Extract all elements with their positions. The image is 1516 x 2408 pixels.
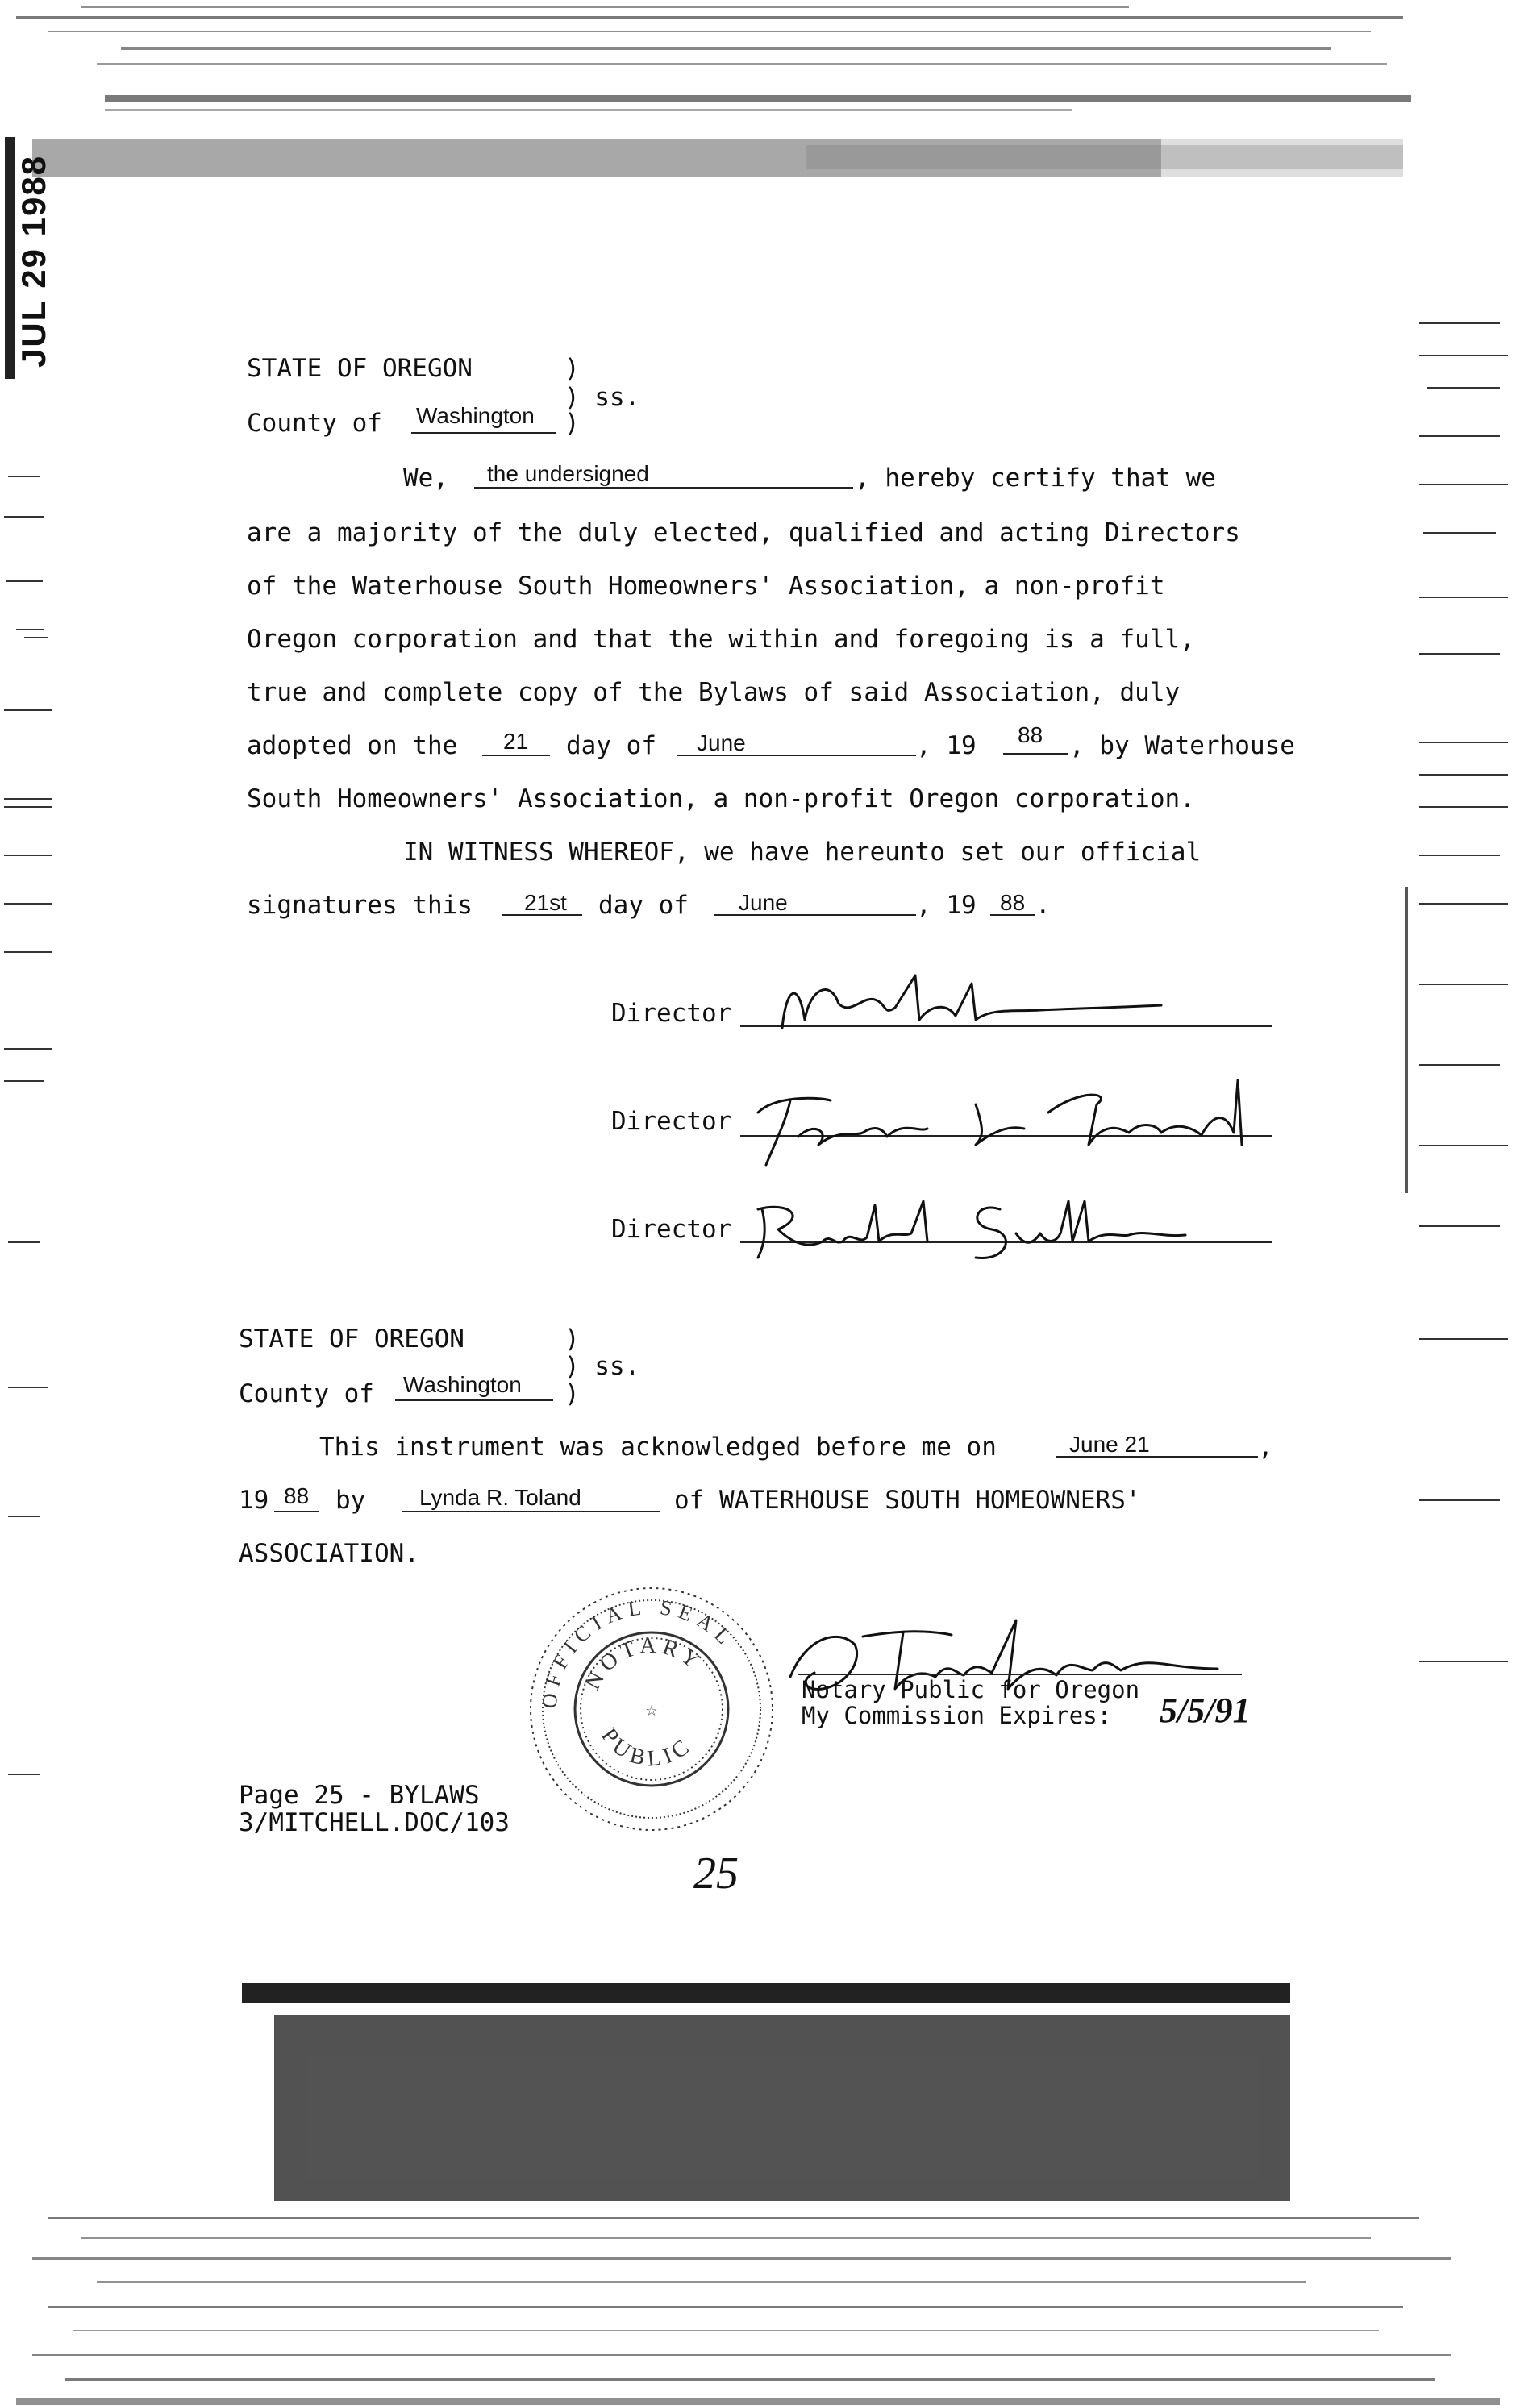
right-margin-marks (1411, 290, 1516, 1782)
cert-county: Washington (416, 403, 535, 428)
ack-brace-3: ) (564, 1379, 580, 1408)
cert-sig-a: signatures this (247, 891, 473, 920)
ack-date-comma: , (1258, 1433, 1273, 1462)
cert-county-prefix: County of (247, 409, 382, 438)
cert-line5: true and complete copy of the Bylaws of said Association, duly (247, 678, 1181, 707)
cert-line4: Oregon corporation and that the within and foregoing is a full, (247, 625, 1195, 654)
cert-sig-c: , 19 (916, 891, 977, 920)
ack-name-underline (402, 1511, 660, 1512)
seal-inner-top-text: NOTARY (580, 1632, 708, 1695)
notary-signature-line (798, 1674, 1242, 1675)
cert-undersigned: the undersigned (487, 461, 649, 486)
cert-brace-1: ) (564, 354, 580, 383)
ack-brace-1: ) (564, 1325, 580, 1354)
bottom-scan-noise (0, 1967, 1516, 2408)
cert-day: 21 (503, 729, 529, 754)
cert-line3: of the Waterhouse South Homeowners' Association, a non-profit (247, 572, 1165, 601)
cert-year: 88 (1018, 722, 1043, 747)
cert-month: June (697, 730, 746, 755)
cert-sig-d: . (1035, 891, 1051, 920)
cert-state: STATE OF OREGON (247, 354, 473, 383)
left-margin-marks (0, 468, 65, 1999)
ack-line1: This instrument was acknowledged before me on (319, 1433, 997, 1462)
notary-seal (523, 1580, 781, 1838)
cert-sig-year: 88 (1000, 890, 1026, 915)
cert-line7: South Homeowners' Association, a non-profit Oregon corporation. (247, 784, 1195, 813)
cert-brace-3: ) (564, 409, 580, 438)
received-stamp (15, 155, 53, 368)
ack-year-underline (274, 1511, 319, 1512)
left-edge-bar (5, 137, 15, 379)
seal-inner-bottom-text: PUBLIC (596, 1724, 698, 1772)
ack-county-prefix: County of (239, 1379, 374, 1408)
director-label-3: Director (611, 1215, 732, 1244)
cert-sig-month-underline (714, 914, 916, 916)
notary-title: Notary Public for Oregon (802, 1676, 1140, 1703)
notary-commission: My Commission Expires: (802, 1702, 1112, 1729)
cert-witness: IN WITNESS WHEREOF, we have hereunto set our official (403, 838, 1202, 867)
ack-county: Washington (403, 1372, 522, 1397)
cert-line1-end: , hereby certify that we (855, 464, 1216, 493)
ack-date: June 21 (1069, 1432, 1150, 1457)
director-signature-1 (774, 971, 1193, 1036)
ack-line2-b: by (335, 1486, 366, 1515)
footer-page: Page 25 - BYLAWS (239, 1781, 480, 1810)
svg-text:PUBLIC (596, 1724, 698, 1772)
cert-line6-a: adopted on the (247, 731, 458, 760)
seal-star-icon: ☆ (645, 1698, 658, 1720)
footer-doc: 3/MITCHELL.DOC/103 (239, 1808, 510, 1837)
ack-county-underline (395, 1399, 553, 1401)
director-label-2: Director (611, 1107, 732, 1136)
notary-expires: 5/5/91 (1160, 1691, 1251, 1730)
director-label-1: Director (611, 999, 732, 1028)
cert-line6-c: , 19 (916, 731, 977, 760)
cert-brace-2: ) ss. (564, 383, 640, 412)
cert-sig-b: day of (598, 891, 689, 920)
seal-outer-text: OFFICIAL SEAL (537, 1595, 740, 1710)
right-edge-bar (1405, 887, 1408, 1193)
ack-brace-2: ) ss. (564, 1352, 640, 1381)
cert-line2: are a majority of the duly elected, qualified and acting Directors (247, 518, 1240, 547)
ack-date-underline (1056, 1456, 1258, 1458)
cert-line6-d: , by Waterhouse (1069, 731, 1295, 760)
stamp-date-text: JUL 29 1988 (15, 154, 53, 368)
cert-we: We, (403, 464, 448, 493)
top-scan-noise (0, 0, 1516, 177)
ack-line2-c: of WATERHOUSE SOUTH HOMEOWNERS' (674, 1486, 1141, 1515)
director-signature-3 (742, 1185, 1193, 1266)
ack-name: Lynda R. Toland (419, 1485, 581, 1510)
ack-line2-a: 19 (239, 1486, 269, 1515)
cert-month-underline (677, 755, 916, 756)
cert-undersigned-underline (474, 487, 853, 489)
cert-year-underline (1003, 753, 1068, 755)
cert-day-underline (482, 755, 550, 756)
ack-ss: ss. (594, 1352, 640, 1381)
cert-sig-day-underline (502, 914, 582, 916)
handwritten-page-number: 25 (693, 1849, 739, 1899)
ack-state: STATE OF OREGON (239, 1325, 464, 1354)
cert-line6-b: day of (566, 731, 656, 760)
cert-county-underline (411, 432, 556, 434)
cert-ss: ss. (594, 383, 640, 412)
cert-sig-year-underline (990, 914, 1035, 916)
ack-line3: ASSOCIATION. (239, 1539, 419, 1568)
ack-year: 88 (284, 1483, 310, 1508)
director-signature-2 (742, 1064, 1290, 1169)
cert-sig-month: June (739, 890, 788, 915)
cert-sig-day: 21st (524, 890, 567, 915)
